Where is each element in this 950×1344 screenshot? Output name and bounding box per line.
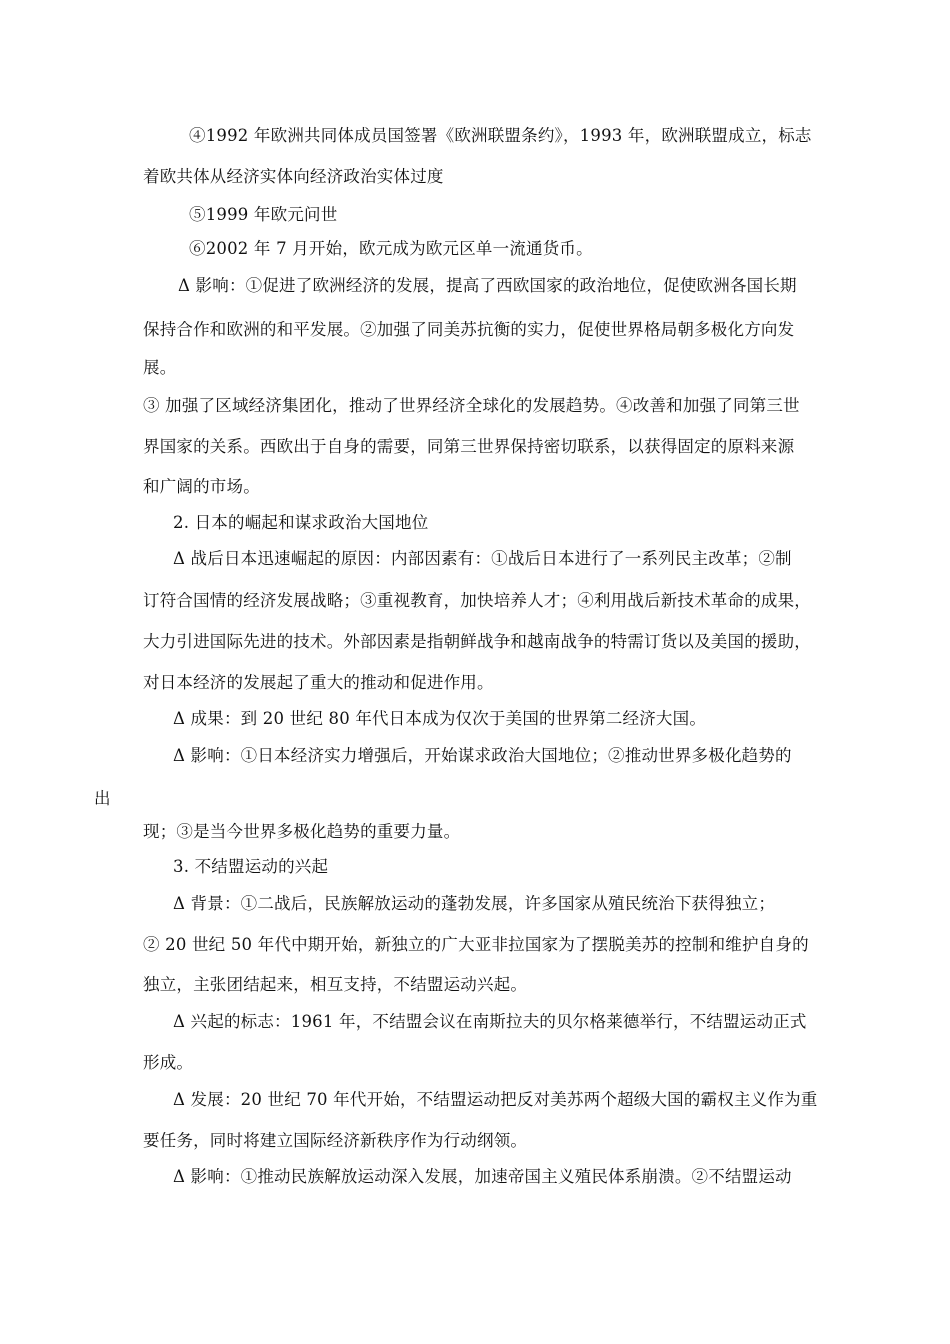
text-line: 和广阔的市场。 — [143, 477, 260, 496]
text-line: 独立，主张团结起来，相互支持，不结盟运动兴起。 — [143, 975, 528, 994]
text-line: 订符合国情的经济发展战略；③重视教育，加快培养人才；④利用战后新技术革命的成果， — [143, 591, 811, 610]
text-line: ③ 加强了区域经济集团化，推动了世界经济全球化的发展趋势。④改善和加强了同第三世 — [143, 396, 800, 415]
text-line: 形成。 — [143, 1053, 194, 1072]
text-line: Δ 影响：①推动民族解放运动深入发展，加速帝国主义殖民体系崩溃。②不结盟运动 — [173, 1167, 792, 1186]
text-line: Δ 发展：20 世纪 70 年代开始，不结盟运动把反对美苏两个超级大国的霸权主义作为重 — [173, 1090, 818, 1109]
text-line: Δ 影响：①日本经济实力增强后，开始谋求政治大国地位；②推动世界多极化趋势的 — [173, 746, 792, 765]
text-line: 着欧共体从经济实体向经济政治实体过度 — [143, 167, 444, 186]
text-line: 大力引进国际先进的技术。外部因素是指朝鲜战争和越南战争的特需订货以及美国的援助， — [143, 632, 811, 651]
text-line: 界国家的关系。西欧出于自身的需要，同第三世界保持密切联系，以获得固定的原料来源 — [143, 437, 795, 456]
text-line: Δ 背景：①二战后，民族解放运动的蓬勃发展，许多国家从殖民统治下获得独立； — [173, 894, 776, 913]
text-line: Δ 战后日本迅速崛起的原因：内部因素有：①战后日本进行了一系列民主改革；②制 — [173, 549, 792, 568]
text-line: 现；③是当今世界多极化趋势的重要力量。 — [143, 822, 461, 841]
section-heading: 2. 日本的崛起和谋求政治大国地位 — [173, 513, 429, 532]
text-line: 展。 — [143, 358, 177, 377]
text-line: Δ 成果：到 20 世纪 80 年代日本成为仅次于美国的世界第二经济大国。 — [173, 709, 707, 728]
text-line: 要任务，同时将建立国际经济新秩序作为行动纲领。 — [143, 1131, 528, 1150]
text-line: ④1992 年欧洲共同体成员国签署《欧洲联盟条约》，1993 年，欧洲联盟成立，标志 — [189, 126, 812, 145]
text-line: Δ 影响：①促进了欧洲经济的发展，提高了西欧国家的政治地位，促使欧洲各国长期 — [178, 276, 797, 295]
text-line: 保持合作和欧洲的和平发展。②加强了同美苏抗衡的实力，促使世界格局朝多极化方向发 — [143, 320, 795, 339]
section-heading: 3. 不结盟运动的兴起 — [173, 857, 329, 876]
text-line: ⑥2002 年 7 月开始，欧元成为欧元区单一流通货币。 — [189, 239, 593, 258]
text-line: 对日本经济的发展起了重大的推动和促进作用。 — [143, 673, 494, 692]
text-line: Δ 兴起的标志：1961 年，不结盟会议在南斯拉夫的贝尔格莱德举行，不结盟运动正式 — [173, 1012, 807, 1031]
text-line: ② 20 世纪 50 年代中期开始，新独立的广大亚非拉国家为了摆脱美苏的控制和维护自身的 — [143, 935, 809, 954]
text-line: 出 — [94, 789, 111, 808]
text-line: ⑤1999 年欧元问世 — [189, 205, 338, 224]
